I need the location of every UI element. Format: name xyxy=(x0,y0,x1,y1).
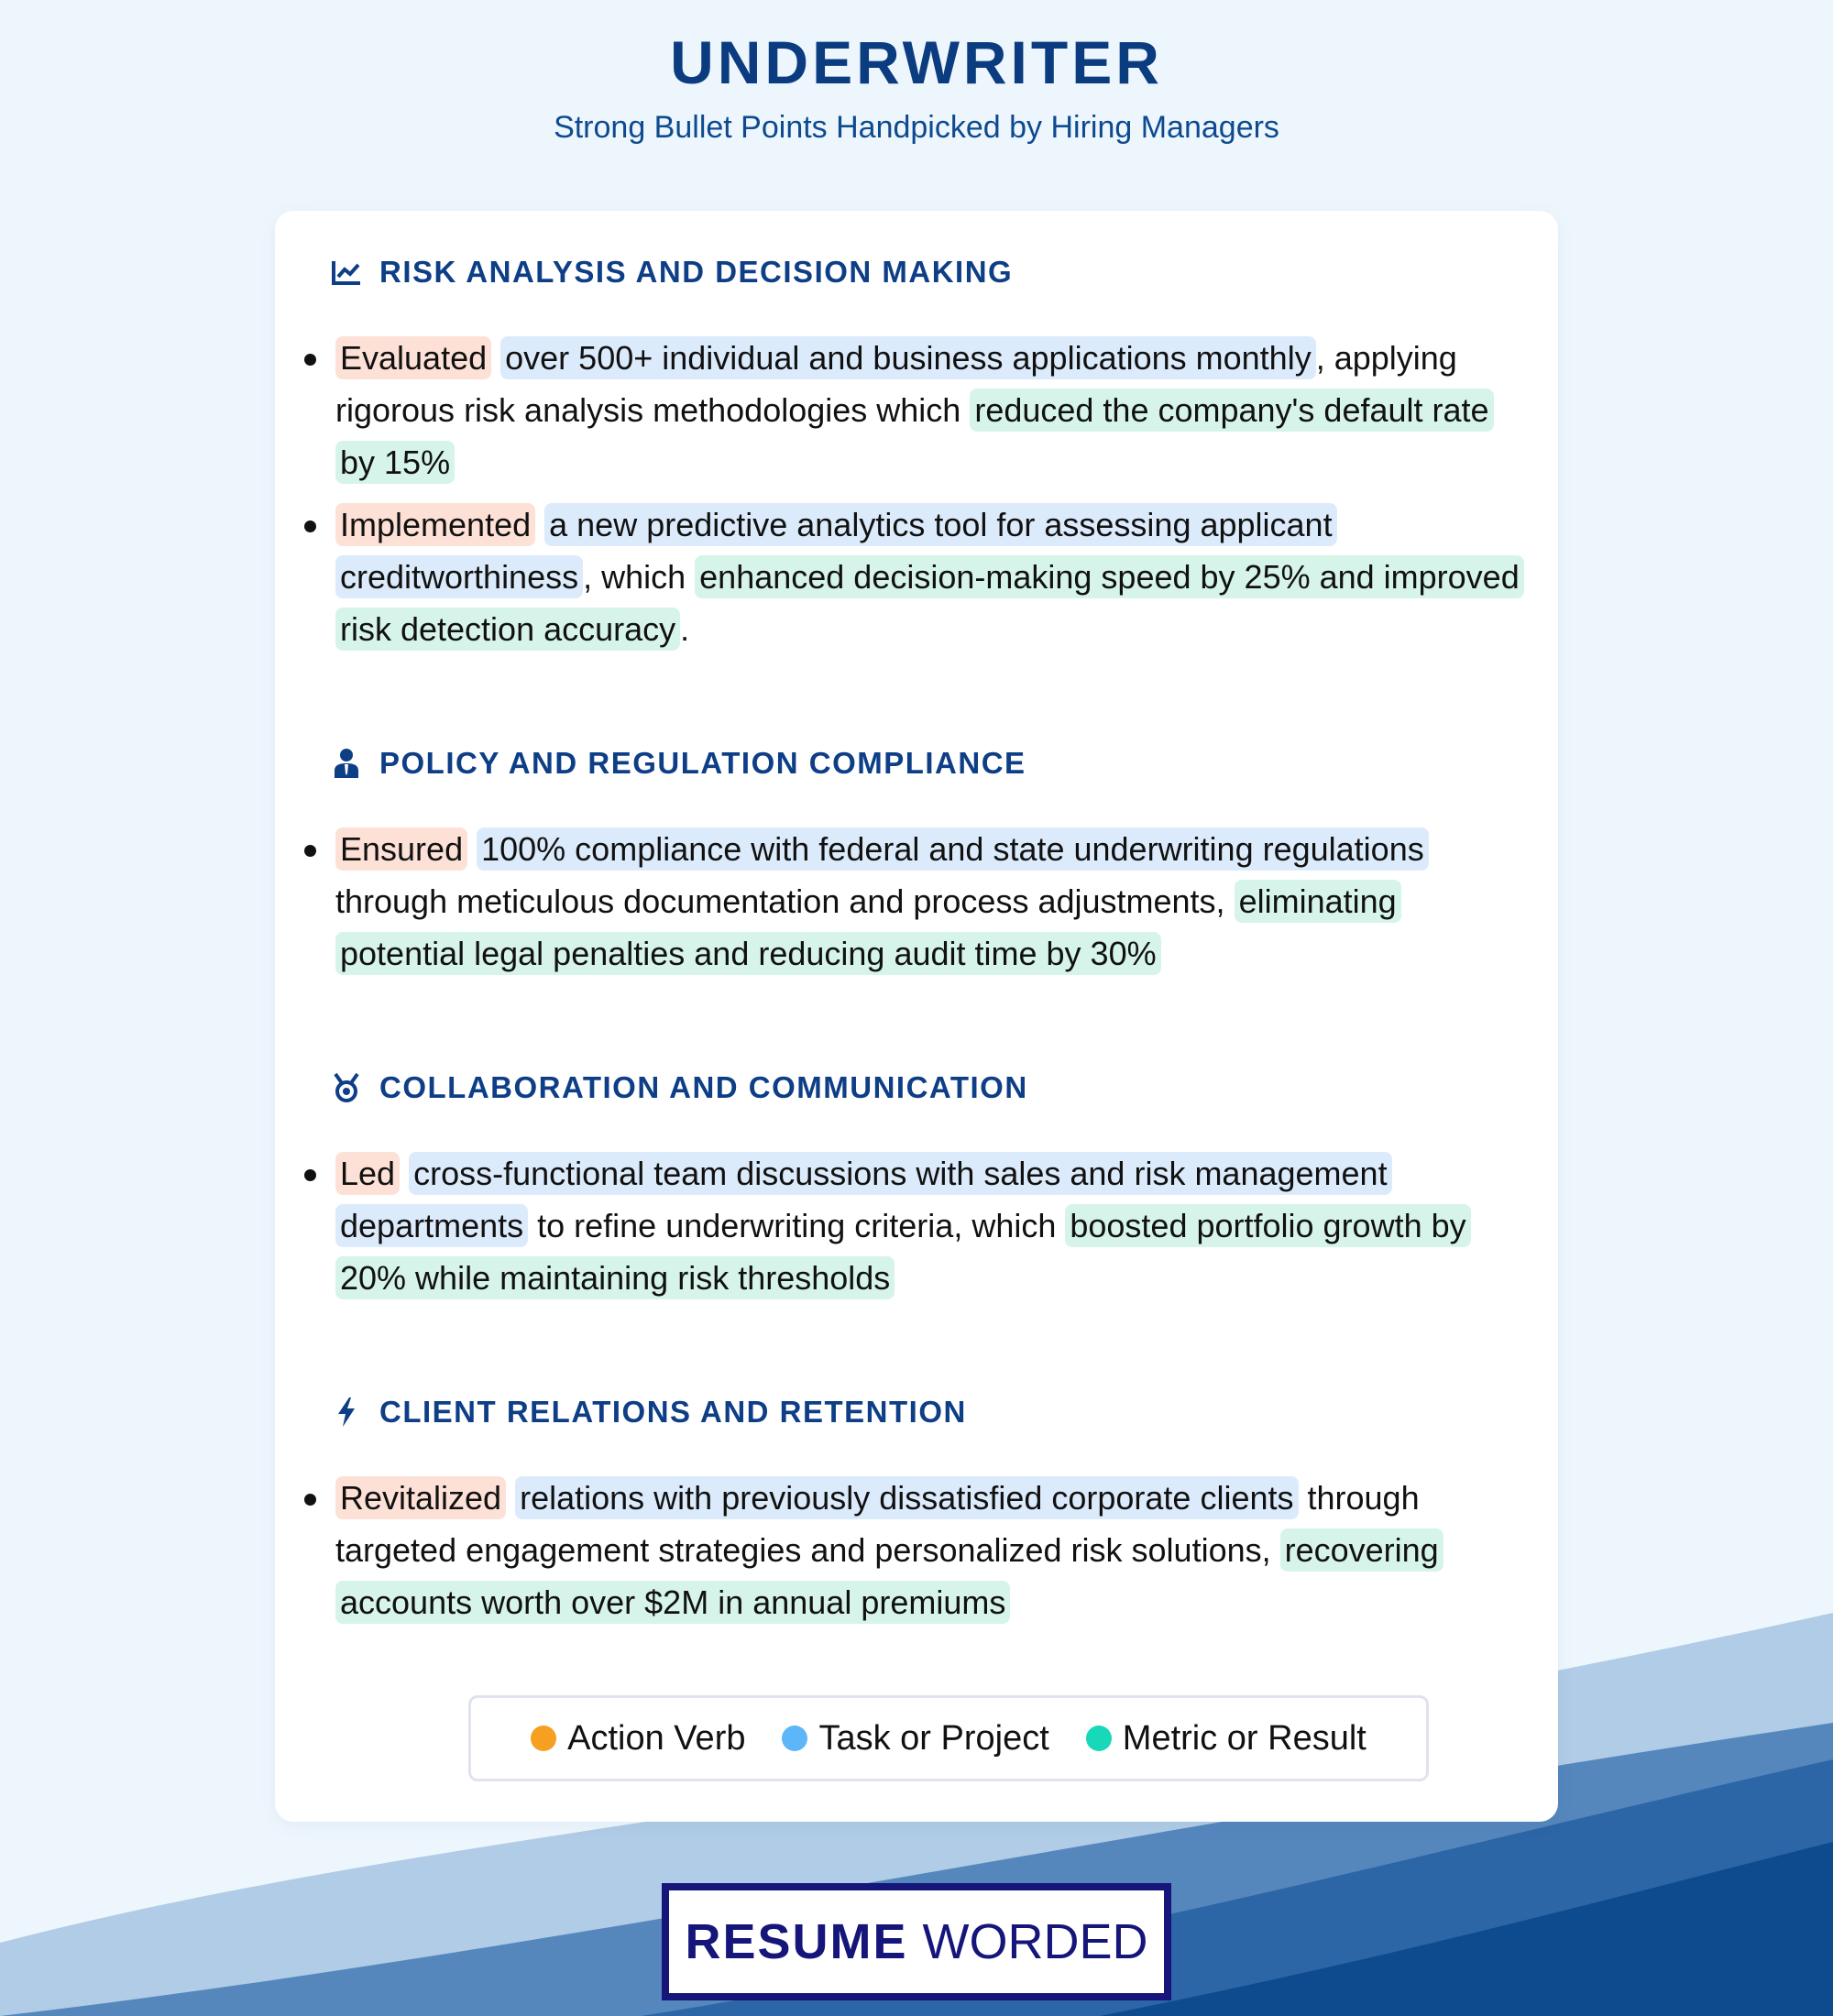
section-title: RISK ANALYSIS AND DECISION MAKING xyxy=(379,255,1014,289)
action-verb-highlight: Ensured xyxy=(335,827,467,871)
chart-line-icon xyxy=(330,256,363,289)
legend-label: Metric or Result xyxy=(1122,1718,1367,1758)
task-highlight: relations with previously dissatisfied corporate clients xyxy=(515,1476,1298,1519)
bullet-text xyxy=(400,1155,409,1192)
bolt-icon xyxy=(330,1396,363,1429)
section-title: CLIENT RELATIONS AND RETENTION xyxy=(379,1395,967,1429)
medal-icon xyxy=(330,1071,363,1104)
metric-dot-icon xyxy=(1086,1726,1112,1751)
bullet-text xyxy=(535,506,544,543)
logo-text-light: WORDED xyxy=(922,1914,1148,1969)
bullet-text: , applying rigorous risk analysis methodologies which xyxy=(335,339,1457,429)
bullet-text: through meticulous documentation and process adjustments, xyxy=(335,882,1235,920)
bullet-list xyxy=(335,823,1527,980)
bullet-text xyxy=(467,830,477,868)
action-verb-highlight: Led xyxy=(335,1152,400,1195)
task-highlight: cross-functional team discussions with sales and risk management departments xyxy=(335,1152,1392,1247)
bullet-list xyxy=(335,332,1527,655)
legend-item-task xyxy=(782,1719,1048,1759)
bullet-text: , which xyxy=(583,558,696,596)
bullet-point xyxy=(335,332,1527,488)
section-header xyxy=(330,1065,1028,1111)
bullet-text xyxy=(506,1479,515,1517)
legend-label: Task or Project xyxy=(818,1718,1049,1758)
logo-text-bold: RESUME xyxy=(685,1914,908,1969)
bullet-text: to refine underwriting criteria, which xyxy=(528,1207,1066,1244)
bullet-text xyxy=(491,339,500,377)
action-verb-dot-icon xyxy=(531,1726,556,1751)
legend-item-action-verb xyxy=(531,1719,745,1759)
task-highlight: a new predictive analytics tool for assessing applicant creditworthiness xyxy=(335,503,1337,598)
action-verb-highlight: Evaluated xyxy=(335,336,491,379)
page-subtitle: Strong Bullet Points Handpicked by Hiring Managers xyxy=(554,110,1279,145)
task-highlight: over 500+ individual and business applications monthly xyxy=(500,336,1316,379)
section-title: POLICY AND REGULATION COMPLIANCE xyxy=(379,746,1026,780)
legend-label: Action Verb xyxy=(567,1718,746,1758)
metric-highlight: reduced the company's default rate by 15% xyxy=(335,389,1494,484)
legend-item-metric xyxy=(1086,1719,1367,1759)
bullet-point xyxy=(335,1147,1527,1304)
bullet-point xyxy=(335,823,1527,980)
user-tie-icon xyxy=(330,747,363,780)
metric-highlight: enhanced decision-making speed by 25% and improved risk detection accuracy xyxy=(335,555,1524,651)
task-highlight: 100% compliance with federal and state underwriting regulations xyxy=(477,827,1429,871)
bullet-text: through targeted engagement strategies and personalized risk solutions, xyxy=(335,1479,1420,1569)
bullet-text: . xyxy=(680,610,690,648)
section-title: COLLABORATION AND COMMUNICATION xyxy=(379,1070,1028,1104)
page-header xyxy=(0,27,1833,146)
action-verb-highlight: Revitalized xyxy=(335,1476,506,1519)
section-header xyxy=(330,1389,967,1435)
bullet-point xyxy=(335,1472,1527,1628)
bullet-list xyxy=(335,1147,1527,1304)
highlight-legend xyxy=(468,1695,1429,1781)
bullet-point xyxy=(335,499,1527,655)
task-dot-icon xyxy=(782,1726,807,1751)
bullet-points-card xyxy=(275,211,1558,1822)
section-header xyxy=(330,249,1013,295)
metric-highlight: eliminating potential legal penalties and reducing audit time by 30% xyxy=(335,880,1401,975)
page-title: UNDERWRITER xyxy=(670,28,1163,96)
section-header xyxy=(330,740,1026,786)
action-verb-highlight: Implemented xyxy=(335,503,535,546)
bullet-list xyxy=(335,1472,1527,1628)
metric-highlight: recovering accounts worth over $2M in annual premiums xyxy=(335,1528,1443,1624)
resume-worded-logo[interactable] xyxy=(662,1883,1171,2000)
metric-highlight: boosted portfolio growth by 20% while maintaining risk thresholds xyxy=(335,1204,1471,1299)
